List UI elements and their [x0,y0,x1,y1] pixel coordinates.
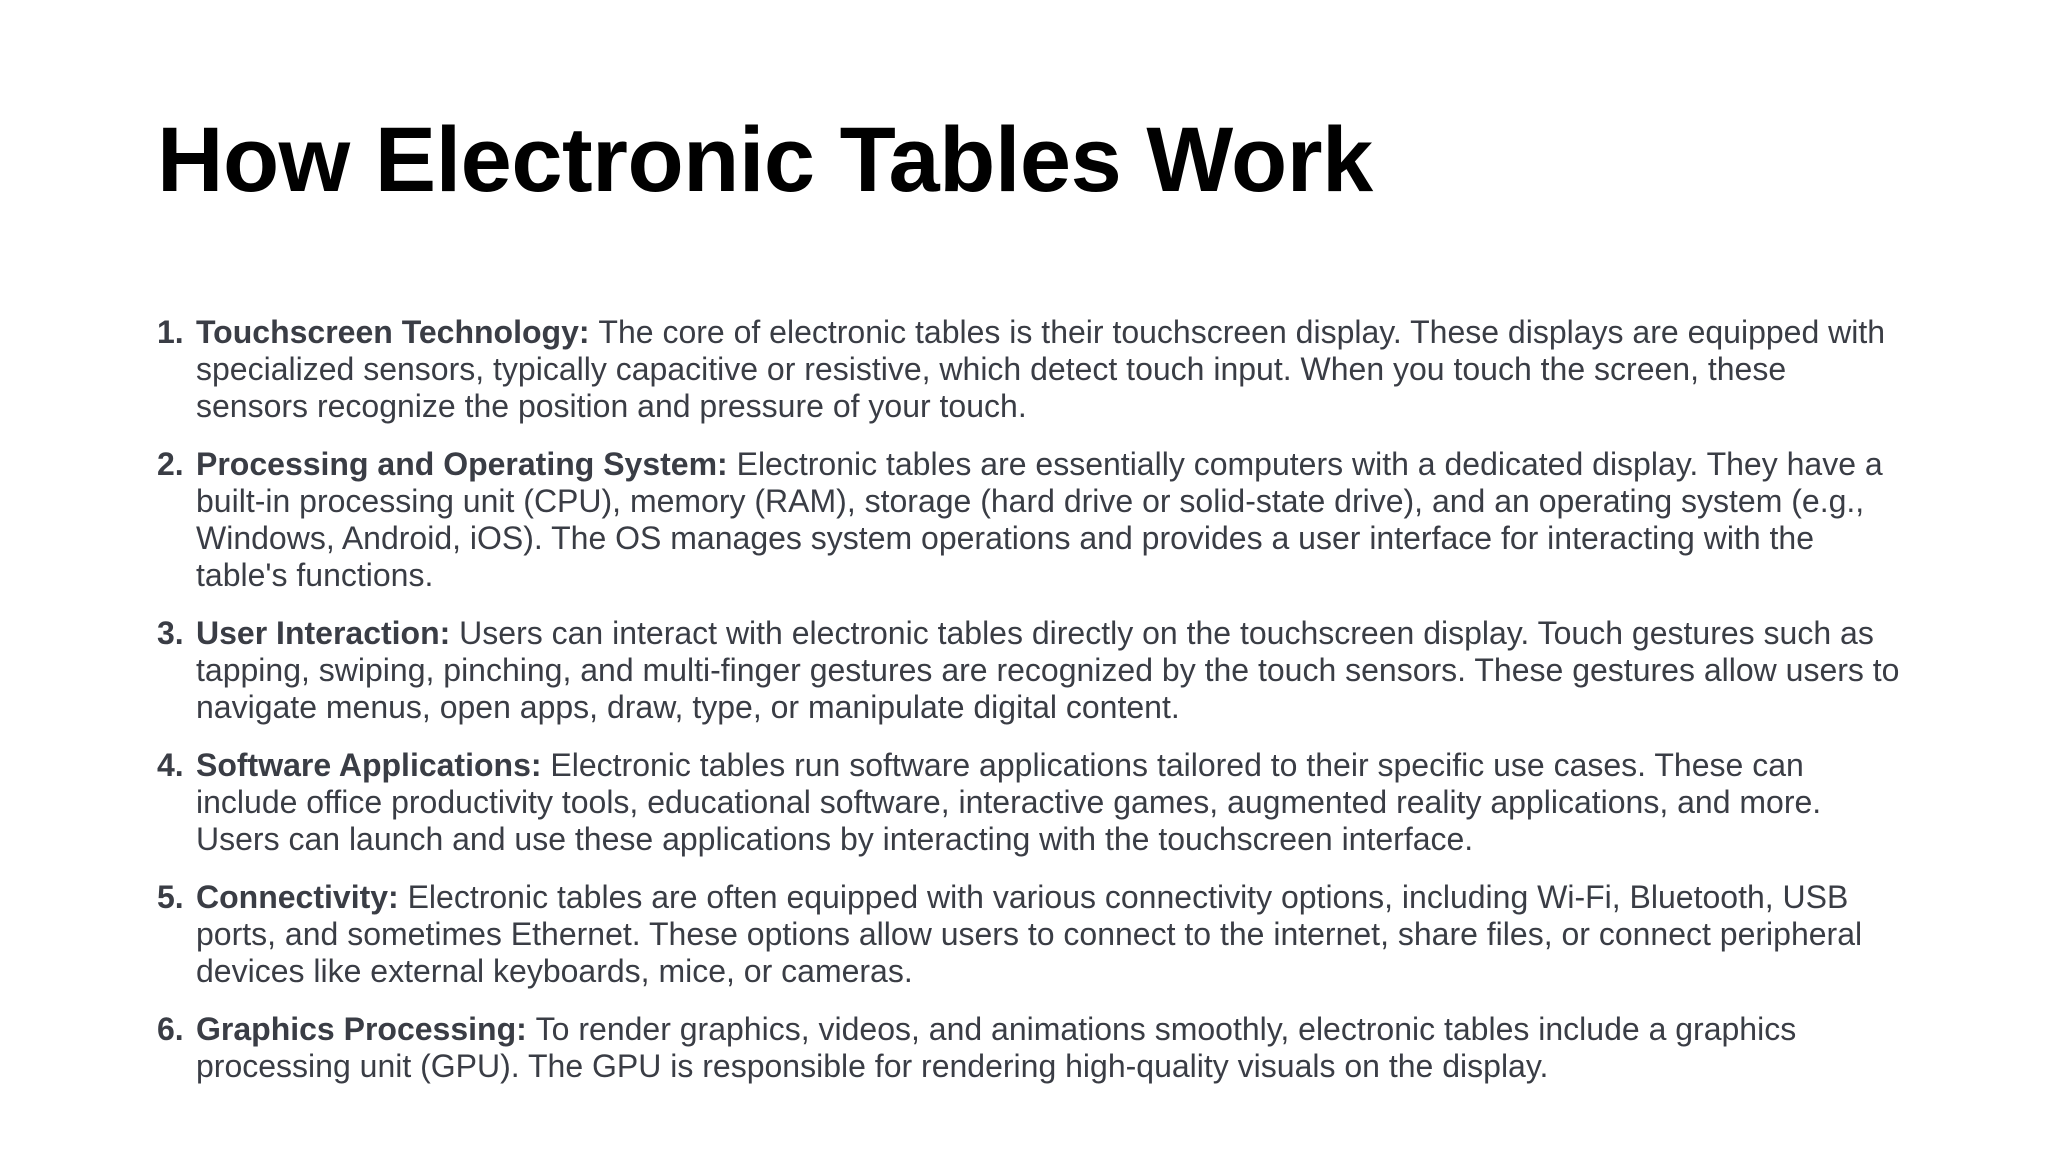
list-item-3 [157,615,1907,726]
list-item-2 [157,446,1907,594]
numbered-list [157,314,1907,1106]
list-item-4 [157,747,1907,858]
list-item-text: Electronic tables run software applications tailored to their specific use cases. These can include office productivity tools, educational software, interactive games, augmented reality applications, and more. Users can launch and use these applications by interacting with the touchscreen interface. [196,747,1822,857]
list-item-text: Electronic tables are essentially computers with a dedicated display. They have a built-in processing unit (CPU), memory (RAM), storage (hard drive or solid-state drive), and an operating system (e.g., Windows, Android, iOS). The OS manages system operations and provides a user interface for interacting with the table's functions. [196,446,1883,593]
list-number: 2. [157,446,184,482]
list-item-heading: Graphics Processing: [196,1011,536,1047]
list-number: 3. [157,615,184,651]
list-item-heading: Connectivity: [196,879,408,915]
list-item-5 [157,879,1907,990]
list-item-text: Electronic tables are often equipped with various connectivity options, including Wi-Fi, Bluetooth, USB ports, and sometimes Ethernet. These options allow users to connect to the internet, share files, or connect peripheral devices like external keyboards, mice, or cameras. [196,879,1863,989]
list-item-heading: User Interaction: [196,615,460,651]
list-item-text: To render graphics, videos, and animations smoothly, electronic tables include a graphics processing unit (GPU). The GPU is responsible for rendering high-quality visuals on the display. [196,1011,1797,1084]
list-number: 5. [157,879,184,915]
list-item-heading: Processing and Operating System: [196,446,737,482]
list-item-heading: Touchscreen Technology: [196,314,599,350]
list-number: 1. [157,314,184,350]
list-item-1 [157,314,1907,425]
slide-title: How Electronic Tables Work [157,109,1373,211]
list-number: 4. [157,747,184,783]
list-item-text: Users can interact with electronic tables directly on the touchscreen display. Touch gestures such as tapping, swiping, pinching, and multi-finger gestures are recognized by the touch sensors. These gestures allow users to navigate menus, open apps, draw, type, or manipulate digital content. [196,615,1900,725]
list-item-text: The core of electronic tables is their touchscreen display. These displays are equipped with specialized sensors, typically capacitive or resistive, which detect touch input. When you touch the screen, these sensors recognize the position and pressure of your touch. [196,314,1886,424]
list-number: 6. [157,1011,184,1047]
list-item-6 [157,1011,1907,1085]
list-item-heading: Software Applications: [196,747,551,783]
